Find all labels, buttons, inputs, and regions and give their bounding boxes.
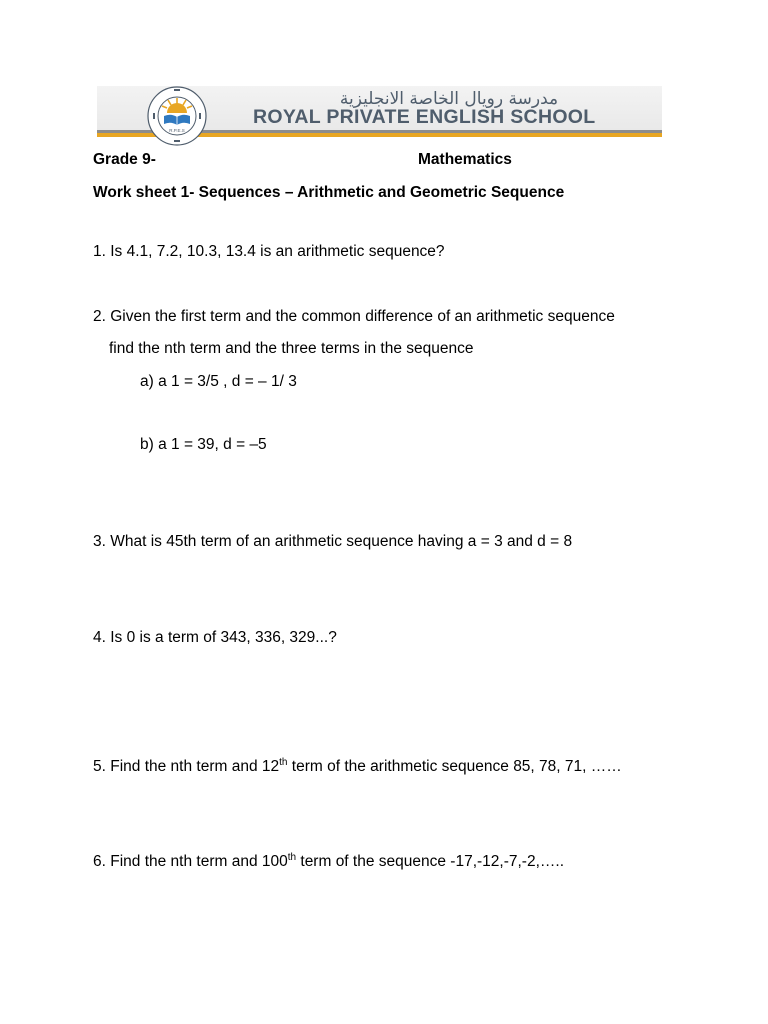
question-2-part-b: b) a 1 = 39, d = –5 [140, 436, 267, 453]
question-2-line-1: 2. Given the first term and the common difference of an arithmetic sequence [93, 308, 615, 325]
logo-initials: R.P.E.S [169, 128, 185, 133]
question-5-superscript: th [279, 756, 288, 768]
school-name-arabic: مدرسة رويال الخاصة الانجليزية [339, 89, 559, 109]
question-6-text-end: term of the sequence -17,-12,-7,-2,….. [296, 853, 565, 870]
school-logo-icon [143, 86, 239, 146]
grade-label: Grade 9- [93, 151, 156, 168]
question-4: 4. Is 0 is a term of 343, 336, 329...? [93, 629, 337, 646]
question-5 [93, 758, 622, 776]
question-1: 1. Is 4.1, 7.2, 10.3, 13.4 is an arithmetic sequence? [93, 243, 445, 260]
question-3: 3. What is 45th term of an arithmetic sequence having a = 3 and d = 8 [93, 533, 573, 550]
question-2-line-2: find the nth term and the three terms in the sequence [109, 340, 474, 357]
question-6-superscript: th [287, 851, 297, 863]
question-5-text-start: 5. Find the nth term and 12 [93, 758, 280, 775]
question-6-text-start: 6. Find the nth term and 100 [93, 853, 288, 870]
question-2-part-a: a) a 1 = 3/5 , d = – 1/ 3 [140, 373, 297, 390]
school-header-banner [97, 86, 662, 138]
worksheet-title: Work sheet 1- Sequences – Arithmetic and Geometric Sequence [93, 184, 565, 201]
school-name-english: ROYAL PRIVATE ENGLISH SCHOOL [253, 106, 596, 128]
subject-label: Mathematics [418, 151, 512, 168]
question-5-text-end: term of the arithmetic sequence 85, 78, 71, …… [287, 758, 622, 775]
question-6 [93, 853, 564, 871]
